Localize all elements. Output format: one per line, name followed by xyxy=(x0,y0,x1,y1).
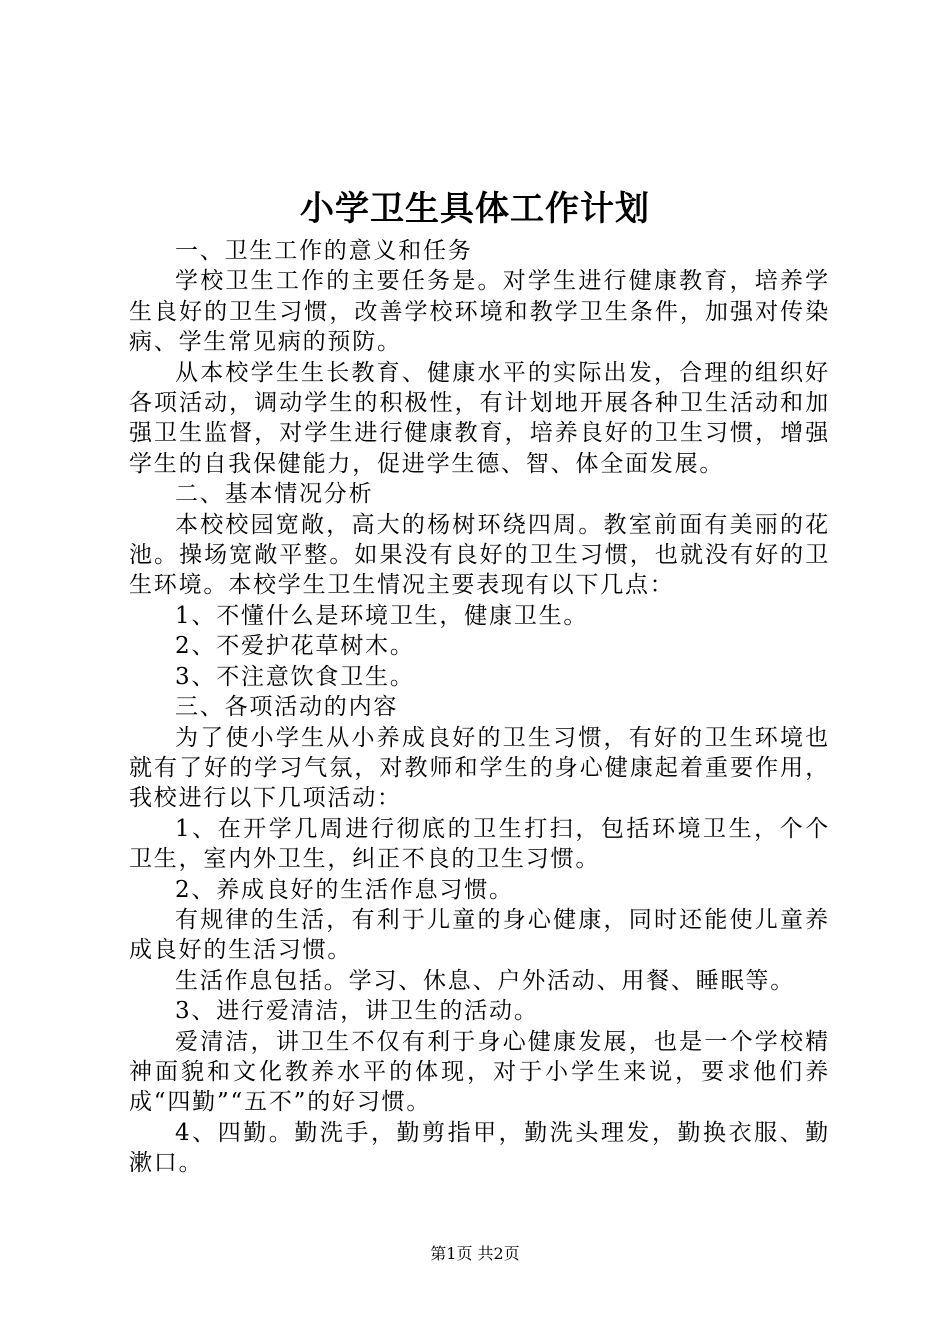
paragraph: 本校校园宽敞，高大的杨树环绕四周。教室前面有美丽的花池。操场宽敞平整。如果没有良好的卫生习惯，也就没有好的卫生环境。本校学生卫生情况主要表现有以下几点： xyxy=(129,511,830,599)
list-item: 3、进行爱清洁，讲卫生的活动。 xyxy=(175,998,539,1025)
list-item: 1、在开学几周进行彻底的卫生打扫，包括环境卫生，个个卫生，室内外卫生，纠正不良的卫生习惯。 xyxy=(129,815,830,873)
paragraph: 生活作息包括。学习、休息、户外活动、用餐、睡眠等。 xyxy=(175,967,795,994)
page-number-footer: 第1页 共2页 xyxy=(430,1244,520,1263)
paragraph: 爱清洁，讲卫生不仅有利于身心健康发展，也是一个学校精神面貌和文化教养水平的体现，对于小学生来说，要求他们养成“四勤”“五不”的好习惯。 xyxy=(129,1028,830,1116)
list-item: 3、不注意饮食卫生。 xyxy=(175,663,415,690)
paragraph: 学校卫生工作的主要任务是。对学生进行健康教育，培养学生良好的卫生习惯，改善学校环境和教学卫生条件，加强对传染病、学生常见病的预防。 xyxy=(129,268,830,356)
document-body xyxy=(129,236,830,1179)
list-item: 2、养成良好的生活作息习惯。 xyxy=(175,876,514,903)
list-item: 4、四勤。勤洗手，勤剪指甲，勤洗头理发，勤换衣服、勤漱口。 xyxy=(129,1119,830,1177)
paragraph: 为了使小学生从小养成良好的卫生习惯，有好的卫生环境也就有了好的学习气氛，对教师和学生的身心健康起着重要作用，我校进行以下几项活动： xyxy=(129,724,830,812)
list-item: 2、不爱护花草树木。 xyxy=(175,633,415,660)
document-title: 小学卫生具体工作计划 xyxy=(300,189,650,229)
paragraph: 有规律的生活，有利于儿童的身心健康，同时还能使儿童养成良好的生活习惯。 xyxy=(129,906,830,964)
section-heading-3: 三、各项活动的内容 xyxy=(175,694,399,721)
section-heading-2: 二、基本情况分析 xyxy=(175,481,374,508)
paragraph: 从本校学生生长教育、健康水平的实际出发，合理的组织好各项活动，调动学生的积极性，有计划地开展各种卫生活动和加强卫生监督，对学生进行健康教育，培养良好的卫生习惯，增强学生的自我保健能力，促进学生德、智、体全面发展。 xyxy=(129,359,830,477)
list-item: 1、不懂什么是环境卫生，健康卫生。 xyxy=(175,602,589,629)
section-heading-1: 一、卫生工作的意义和任务 xyxy=(175,238,473,264)
